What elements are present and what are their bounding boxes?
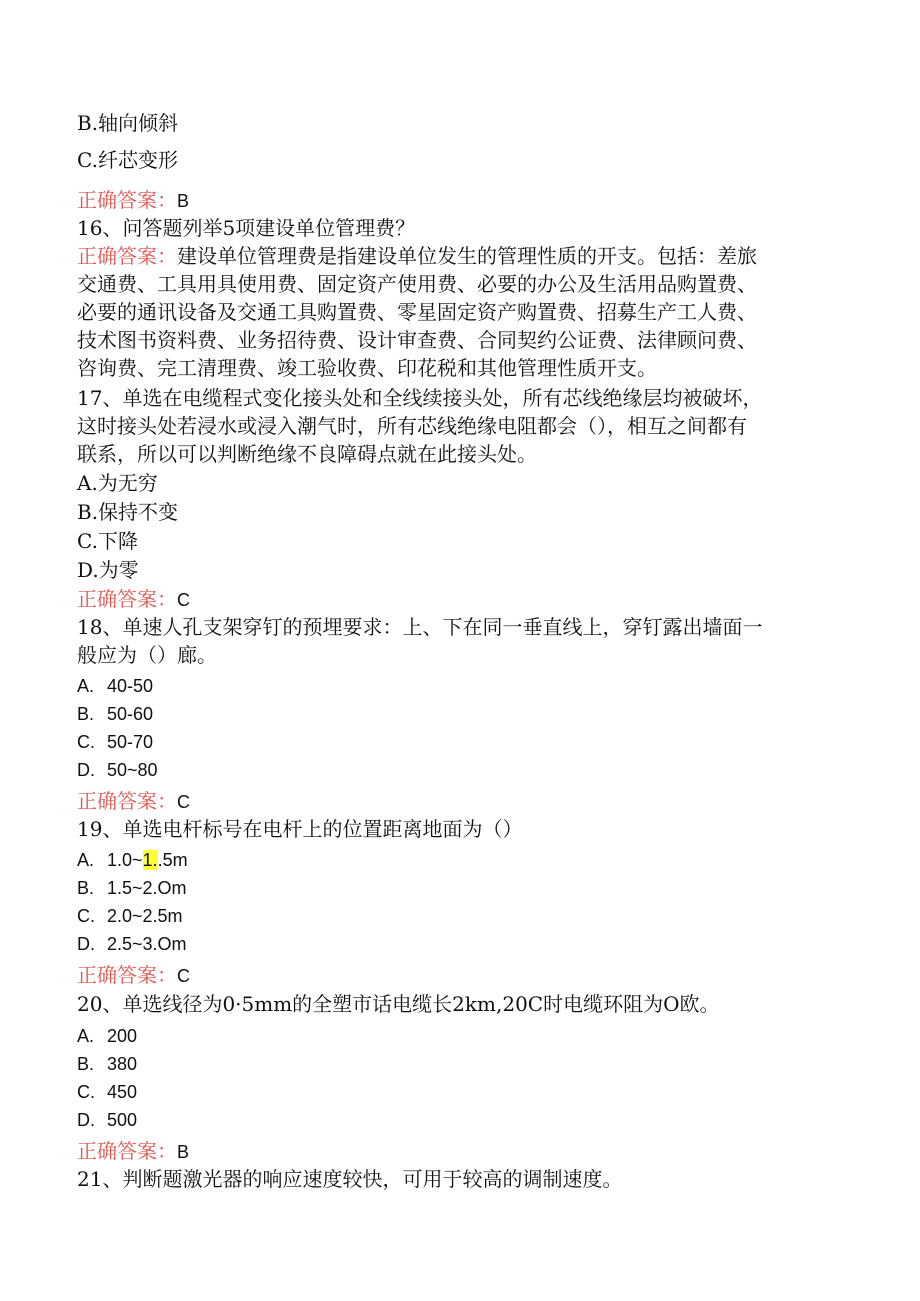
q16-answer-line-1 [77,243,757,269]
q15-option-c: C.纤芯变形 [77,148,178,172]
option-label: C. [77,906,95,926]
option-label: D. [77,934,95,954]
option-label: D. [77,760,95,780]
option-label: D. [77,1110,95,1130]
q19-option-b [77,875,187,901]
option-text: 50-70 [107,732,154,752]
q17-option-d: D.为零 [77,558,139,582]
highlighted-text: 1. [142,850,158,870]
q17-question-line-3: 联系，所以可以判断绝缘不良障碍点就在此接头处。 [77,442,537,466]
q19-question: 19、单选电杆标号在电杆上的位置距离地面为（） [77,817,523,841]
option-text: 40-50 [107,676,154,696]
q18-option-d [77,757,158,783]
option-label: A. [77,676,95,696]
option-text: 50~80 [107,760,158,780]
option-label: A. [77,850,95,870]
option-text: 1.5~2.Om [107,878,187,898]
q21-question: 21、判断题激光器的响应速度较快，可用于较高的调制速度。 [77,1167,623,1191]
option-label: B. [77,704,95,724]
q20-question: 20、单选线径为0·5mm的全塑市话电缆长2km,20C时电缆环阻为O欧。 [77,992,720,1016]
answer-label: 正确答案： [77,587,177,611]
option-label: B. [77,878,95,898]
q20-option-b [77,1051,137,1077]
q15-answer [77,187,189,214]
q17-answer [77,586,190,613]
q18-option-a [77,673,153,699]
answer-value: C [177,590,190,610]
answer-value: C [177,792,190,812]
option-text: 1.0~ [107,850,143,870]
q15-option-b: B.轴向倾斜 [77,111,179,135]
q19-option-d [77,931,187,957]
q18-question-line-2: 般应为（）廊。 [77,643,217,667]
answer-label: 正确答案： [77,963,177,987]
option-text: 380 [107,1054,138,1074]
q20-option-a [77,1023,137,1049]
answer-value: B [177,191,190,211]
q20-answer [77,1138,189,1165]
answer-label: 正确答案： [77,244,177,268]
q17-question-line-2: 这时接头处若浸水或浸入潮气时，所有芯线绝缘电阻都会（），相互之间都有 [77,414,747,438]
q16-answer-line-3: 必要的通讯设备及交通工具购置费、零星固定资产购置费、招募生产工人费、 [77,300,757,324]
q18-answer [77,788,190,815]
q16-answer-line-2: 交通费、工具用具使用费、固定资产使用费、必要的办公及生活用品购置费、 [77,272,757,296]
q17-option-b: B.保持不变 [77,500,179,524]
option-label: B. [77,1054,95,1074]
q18-option-b [77,701,153,727]
q18-question-line-1: 18、单速人孔支架穿钉的预埋要求：上、下在同一垂直线上，穿钉露出墙面一 [77,615,763,639]
q16-question: 16、问答题列举5项建设单位管理费？ [77,216,416,240]
q19-answer [77,962,190,989]
q16-answer-line-5: 咨询费、完工清理费、竣工验收费、印花税和其他管理性质开支。 [77,356,657,380]
option-text: 2.5~3.Om [107,934,187,954]
answer-label: 正确答案： [77,1139,177,1163]
q18-option-c [77,729,153,755]
q20-option-d [77,1107,137,1133]
option-text: 50-60 [107,704,154,724]
option-label: C. [77,732,95,752]
q17-question-line-1: 17、单选在电缆程式变化接头处和全线续接头处，所有芯线绝缘层均被破坏， [77,386,763,410]
q20-option-c [77,1079,137,1105]
answer-label: 正确答案： [77,789,177,813]
q19-option-c [77,903,183,929]
option-text: 200 [107,1026,138,1046]
option-label: A. [77,1026,95,1046]
option-text: 500 [107,1110,138,1130]
option-text: 2.0~2.5m [107,906,183,926]
option-text: 450 [107,1082,138,1102]
answer-label: 正确答案： [77,188,177,212]
option-label: C. [77,1082,95,1102]
q19-option-a [77,847,188,873]
answer-value: B [177,1142,190,1162]
q17-option-c: C.下降 [77,529,138,553]
option-text-rest: .5m [157,850,188,870]
answer-value: C [177,966,190,986]
q16-answer-text: 建设单位管理费是指建设单位发生的管理性质的开支。包括：差旅 [177,244,757,268]
q16-answer-line-4: 技术图书资料费、业务招待费、设计审查费、合同契约公证费、法律顾问费、 [77,328,757,352]
q17-option-a: A.为无穷 [77,471,158,495]
